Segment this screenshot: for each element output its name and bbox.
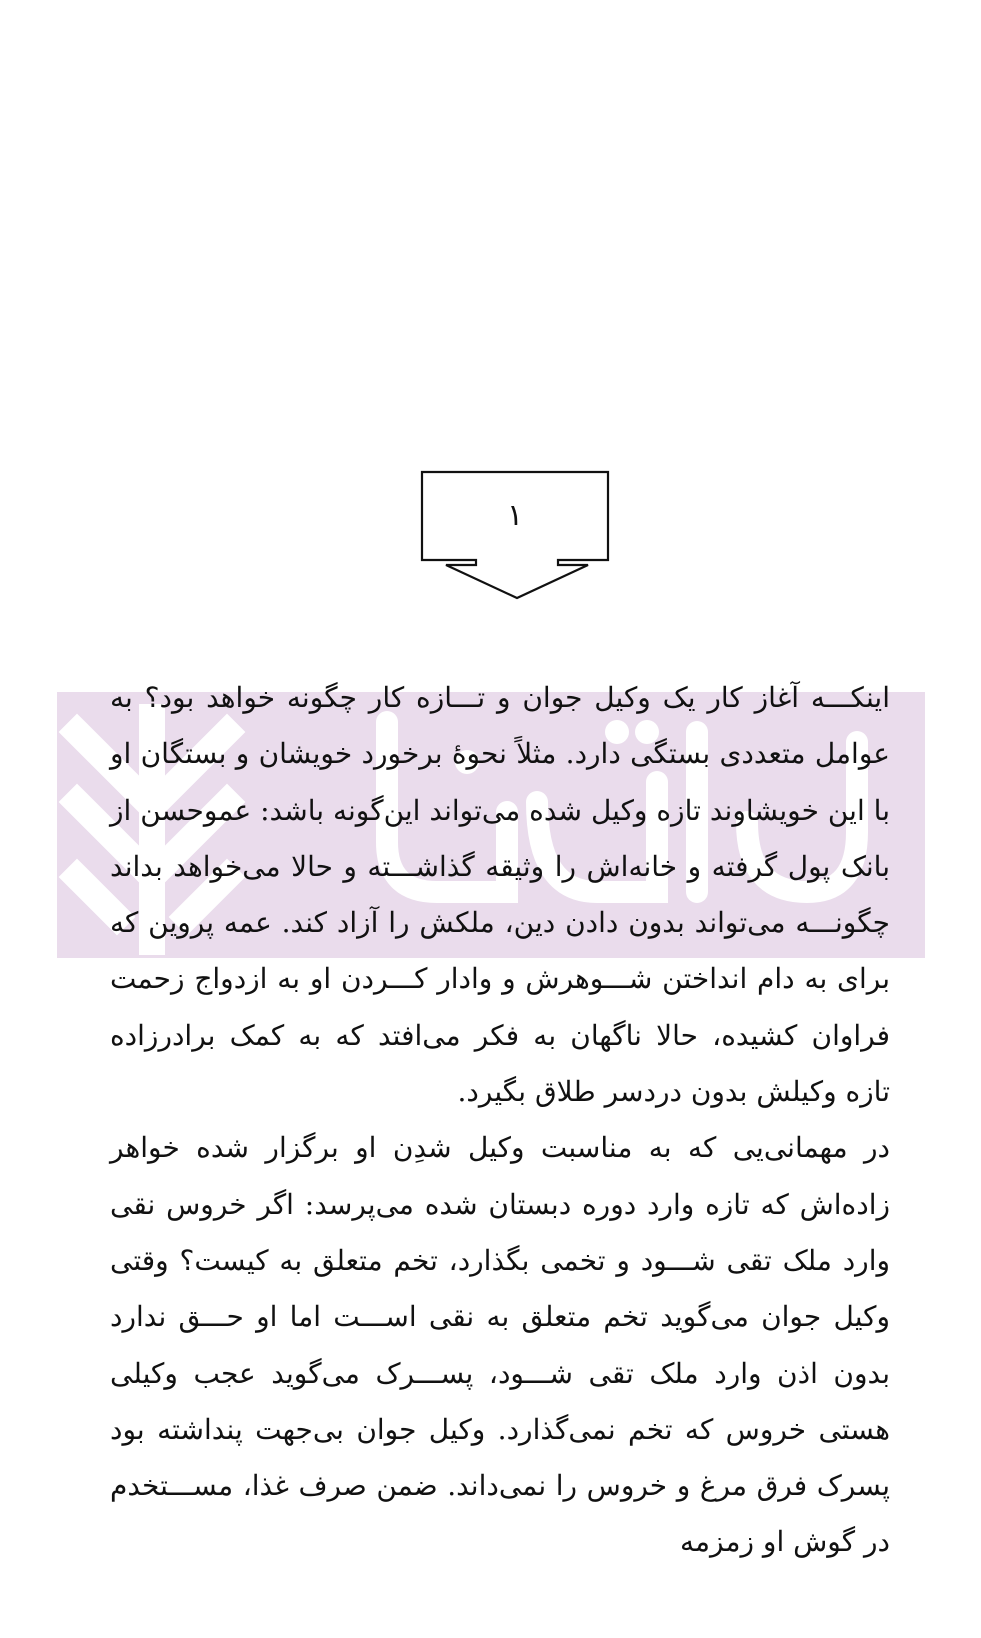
body-text [110,670,890,1571]
chapter-marker [420,470,610,604]
paragraph: در مهمانی‌یی که به مناسبت وکیل شدِن او برگزار شده خواهر زاده‌اش که تازه وارد دوره دبستان شده می‌پرسد: اگر خروس نقی وارد ملک تقی شـــود و تخمی بگذارد، تخم متعلق به کیست؟ وقتی وکیل جوان می‌گوید تخم متعلق به نقی اســـت اما او حـــق ندارد بدون اذن وارد ملک تقی شـــود، پســـرک می‌گوید عجب وکیلی هستی خروس که تخم نمی‌گذارد. وکیل جوان بی‌جهت پنداشته بود پسرک فرق مرغ و خروس را نمی‌داند. ضمن صرف غذا، مســـتخدم در گوش او زمزمه [110,1131,890,1559]
paragraph: اینکـــه آغاز کار یک وکیل جوان و تـــازه کار چگونه خواهد بود؟ به عوامل متعددی بستگی دارد. مثلاً نحوهٔ برخورد خویشان و بستگان او با این خویشاوند تازه وکیل شده می‌تواند این‌گونه باشد: عموحسن از بانک پول گرفته و خانه‌اش را وثیقه گذاشـــته و حالا می‌خواهد بداند چگونـــه می‌تواند بدون دادن دین، ملکش را آزاد کند. عمه پروین که برای به دام انداختن شـــوهرش و وادار کـــردن او به ازدواج زحمت فراوان کشیده، حالا ناگهان به فکر می‌افتد که به کمک برادرزاده تازه وکیلش بدون دردسر طلاق بگیرد. [110,681,890,1109]
chapter-number: ۱ [506,498,524,533]
chapter-arrow-icon [422,472,608,598]
